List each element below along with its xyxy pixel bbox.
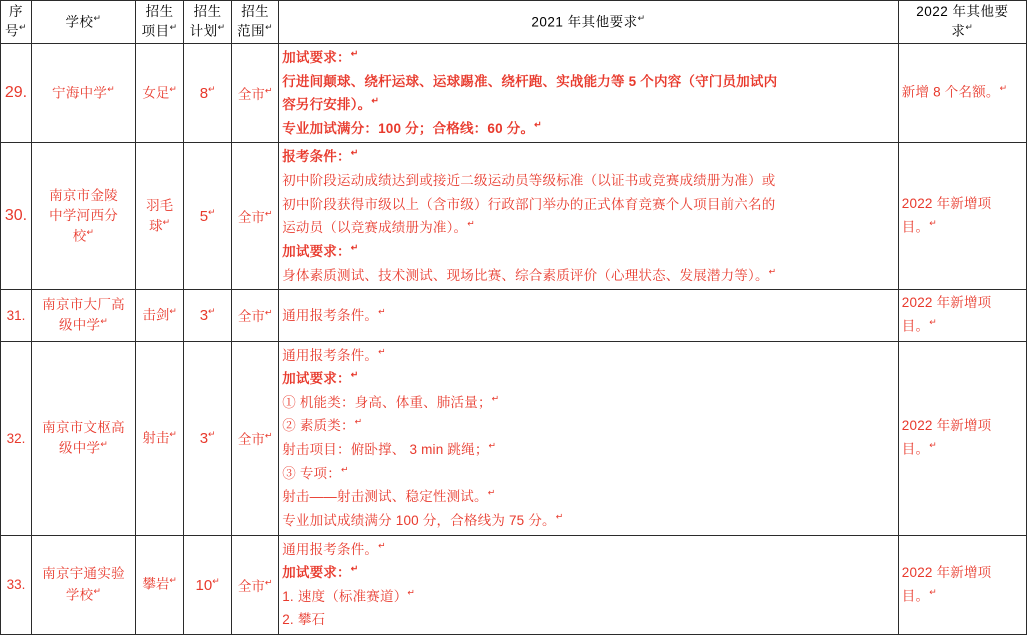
row-project: 击剑↵ bbox=[136, 290, 184, 341]
row-seq: 32. bbox=[1, 341, 32, 535]
row-scope: 全市↵ bbox=[232, 43, 279, 143]
table-header bbox=[1, 1, 1027, 44]
table-row bbox=[1, 43, 1027, 143]
row-req2021: 通用报考条件。↵ 加试要求：↵ ① 机能类：身高、体重、肺活量；↵ ② 素质类：↵ 射击项目：俯卧撑、 3 min 跳绳；↵ ③ 专项：↵ 射击——射击测试、稳定性测试。↵ 专业加试成绩满分 100 分，合格线为 75 分。↵ bbox=[279, 341, 899, 535]
row-project: 射击↵ bbox=[136, 341, 184, 535]
row-scope: 全市↵ bbox=[232, 290, 279, 341]
row-project: 羽毛 球↵ bbox=[136, 143, 184, 290]
table-row bbox=[1, 341, 1027, 535]
row-req2021: 通用报考条件。↵ 加试要求：↵ 1. 速度（标准赛道）↵ 2. 攀石 bbox=[279, 535, 899, 635]
row-plan: 3↵ bbox=[184, 341, 232, 535]
column-header-plan: 招生 计划↵ bbox=[184, 1, 232, 44]
column-header-req2022: 2022 年其他要 求↵ bbox=[898, 1, 1026, 44]
table-body bbox=[1, 43, 1027, 634]
column-header-seq: 序 号↵ bbox=[1, 1, 32, 44]
row-plan: 3↵ bbox=[184, 290, 232, 341]
row-project: 攀岩↵ bbox=[136, 535, 184, 635]
row-req2022: 2022 年新增项 目。↵ bbox=[898, 341, 1026, 535]
row-plan: 8↵ bbox=[184, 43, 232, 143]
row-school: 南京市文枢高 级中学↵ bbox=[32, 341, 136, 535]
table-header-row bbox=[1, 1, 1027, 44]
row-scope: 全市↵ bbox=[232, 341, 279, 535]
row-req2022: 2022 年新增项 目。↵ bbox=[898, 143, 1026, 290]
table-row bbox=[1, 290, 1027, 341]
table-row bbox=[1, 143, 1027, 290]
row-req2022: 新增 8 个名额。↵ bbox=[898, 43, 1026, 143]
row-plan: 10↵ bbox=[184, 535, 232, 635]
row-school: 宁海中学↵ bbox=[32, 43, 136, 143]
row-seq: 29. bbox=[1, 43, 32, 143]
column-header-project: 招生 项目↵ bbox=[136, 1, 184, 44]
row-scope: 全市↵ bbox=[232, 535, 279, 635]
row-seq: 33. bbox=[1, 535, 32, 635]
row-plan: 5↵ bbox=[184, 143, 232, 290]
row-school: 南京宇通实验 学校↵ bbox=[32, 535, 136, 635]
row-project: 女足↵ bbox=[136, 43, 184, 143]
column-header-school: 学校↵ bbox=[32, 1, 136, 44]
column-header-scope: 招生 范围↵ bbox=[232, 1, 279, 44]
row-req2021: 加试要求：↵ 行进间颠球、绕杆运球、运球踢准、绕杆跑、实战能力等 5 个内容（守门员加试内 容另行安排）。↵ 专业加试满分：100 分；合格线：60 分。↵ bbox=[279, 43, 899, 143]
table-row bbox=[1, 535, 1027, 635]
row-seq: 30. bbox=[1, 143, 32, 290]
row-req2021: 报考条件：↵ 初中阶段运动成绩达到或接近二级运动员等级标准（以证书或竞赛成绩册为准）或 初中阶段获得市级以上（含市级）行政部门举办的正式体育竞赛个人项目前六名的 运动员（以竞赛成绩册为准）。↵ 加试要求：↵ 身体素质测试、技术测试、现场比赛、综合素质评价（心理状态、发展潜力等）。↵ bbox=[279, 143, 899, 290]
column-header-req2021: 2021 年其他要求↵ bbox=[279, 1, 899, 44]
row-req2021: 通用报考条件。↵ bbox=[279, 290, 899, 341]
row-req2022: 2022 年新增项 目。↵ bbox=[898, 535, 1026, 635]
row-school: 南京市金陵 中学河西分 校↵ bbox=[32, 143, 136, 290]
row-school: 南京市大厂高 级中学↵ bbox=[32, 290, 136, 341]
row-seq: 31. bbox=[1, 290, 32, 341]
row-scope: 全市↵ bbox=[232, 143, 279, 290]
row-req2022: 2022 年新增项 目。↵ bbox=[898, 290, 1026, 341]
